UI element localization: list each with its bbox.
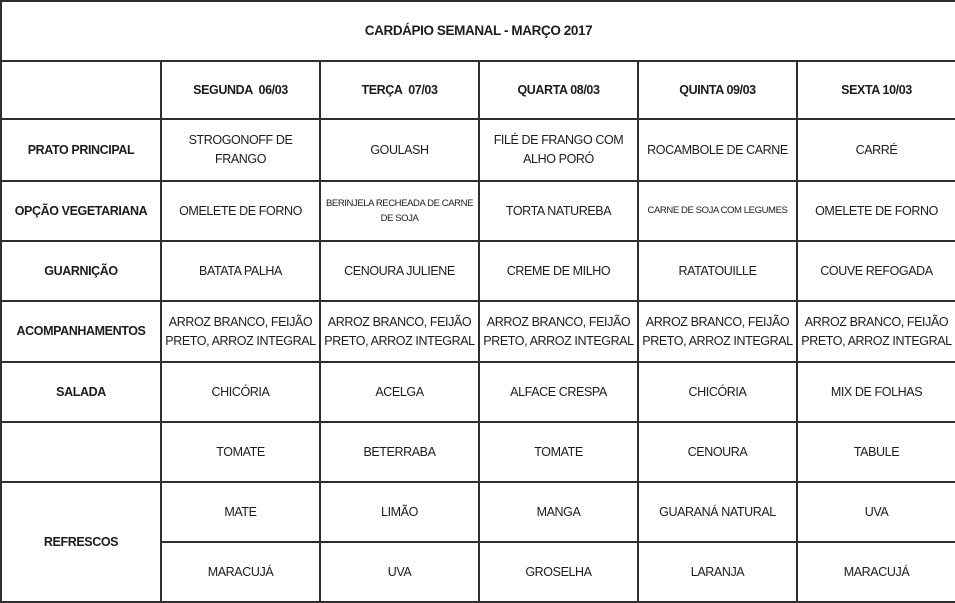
menu-cell: TOMATE	[479, 422, 638, 482]
row-prato-principal	[1, 119, 955, 181]
menu-cell: MIX DE FOLHAS	[797, 362, 955, 422]
menu-cell: STROGONOFF DE FRANGO	[161, 119, 320, 181]
menu-cell: OMELETE DE FORNO	[161, 181, 320, 241]
row-label-refrescos: REFRESCOS	[1, 482, 161, 602]
row-label-guarnicao: GUARNIÇÃO	[1, 241, 161, 301]
day-header-quinta: QUINTA 09/03	[638, 61, 797, 119]
corner-cell	[1, 61, 161, 119]
day-header-quarta: QUARTA 08/03	[479, 61, 638, 119]
menu-cell: TORTA NATUREBA	[479, 181, 638, 241]
menu-cell: CENOURA JULIENE	[320, 241, 479, 301]
menu-cell: CHICÓRIA	[161, 362, 320, 422]
menu-cell: ARROZ BRANCO, FEIJÃO PRETO, ARROZ INTEGRAL	[320, 301, 479, 362]
menu-cell: RATATOUILLE	[638, 241, 797, 301]
menu-cell: TABULE	[797, 422, 955, 482]
day-header-segunda: SEGUNDA 06/03	[161, 61, 320, 119]
menu-cell: ROCAMBOLE DE CARNE	[638, 119, 797, 181]
day-header-row	[1, 61, 955, 119]
menu-cell: MANGA	[479, 482, 638, 542]
row-salada-2	[1, 422, 955, 482]
page-title: CARDÁPIO SEMANAL - MARÇO 2017	[1, 1, 955, 61]
row-refrescos-1	[1, 482, 955, 542]
menu-cell: LIMÃO	[320, 482, 479, 542]
menu-cell: MARACUJÁ	[161, 542, 320, 602]
menu-cell: LARANJA	[638, 542, 797, 602]
menu-cell: UVA	[797, 482, 955, 542]
menu-cell: CHICÓRIA	[638, 362, 797, 422]
menu-cell: GOULASH	[320, 119, 479, 181]
menu-cell: ACELGA	[320, 362, 479, 422]
menu-cell: GROSELHA	[479, 542, 638, 602]
menu-cell: MATE	[161, 482, 320, 542]
title-row	[1, 1, 955, 61]
menu-cell: FILÉ DE FRANGO COM ALHO PORÓ	[479, 119, 638, 181]
menu-cell: UVA	[320, 542, 479, 602]
row-label-prato-principal: PRATO PRINCIPAL	[1, 119, 161, 181]
menu-cell: BETERRABA	[320, 422, 479, 482]
menu-cell: ALFACE CRESPA	[479, 362, 638, 422]
menu-cell: MARACUJÁ	[797, 542, 955, 602]
menu-cell: TOMATE	[161, 422, 320, 482]
menu-cell: CARRÉ	[797, 119, 955, 181]
menu-cell: ARROZ BRANCO, FEIJÃO PRETO, ARROZ INTEGRAL	[161, 301, 320, 362]
row-guarnicao	[1, 241, 955, 301]
row-acompanhamentos	[1, 301, 955, 362]
row-label-empty	[1, 422, 161, 482]
menu-cell: CARNE DE SOJA COM LEGUMES	[638, 181, 797, 241]
day-header-sexta: SEXTA 10/03	[797, 61, 955, 119]
menu-cell: ARROZ BRANCO, FEIJÃO PRETO, ARROZ INTEGRAL	[797, 301, 955, 362]
menu-cell: CENOURA	[638, 422, 797, 482]
menu-cell: OMELETE DE FORNO	[797, 181, 955, 241]
menu-cell: ARROZ BRANCO, FEIJÃO PRETO, ARROZ INTEGRAL	[479, 301, 638, 362]
menu-cell: BATATA PALHA	[161, 241, 320, 301]
day-header-terca: TERÇA 07/03	[320, 61, 479, 119]
row-label-acompanhamentos: ACOMPANHAMENTOS	[1, 301, 161, 362]
row-label-opcao-vegetariana: OPÇÃO VEGETARIANA	[1, 181, 161, 241]
menu-cell: ARROZ BRANCO, FEIJÃO PRETO, ARROZ INTEGRAL	[638, 301, 797, 362]
menu-cell: CREME DE MILHO	[479, 241, 638, 301]
row-salada	[1, 362, 955, 422]
row-opcao-vegetariana	[1, 181, 955, 241]
row-label-salada: SALADA	[1, 362, 161, 422]
menu-cell: GUARANÁ NATURAL	[638, 482, 797, 542]
menu-cell: BERINJELA RECHEADA DE CARNE DE SOJA	[320, 181, 479, 241]
menu-cell: COUVE REFOGADA	[797, 241, 955, 301]
